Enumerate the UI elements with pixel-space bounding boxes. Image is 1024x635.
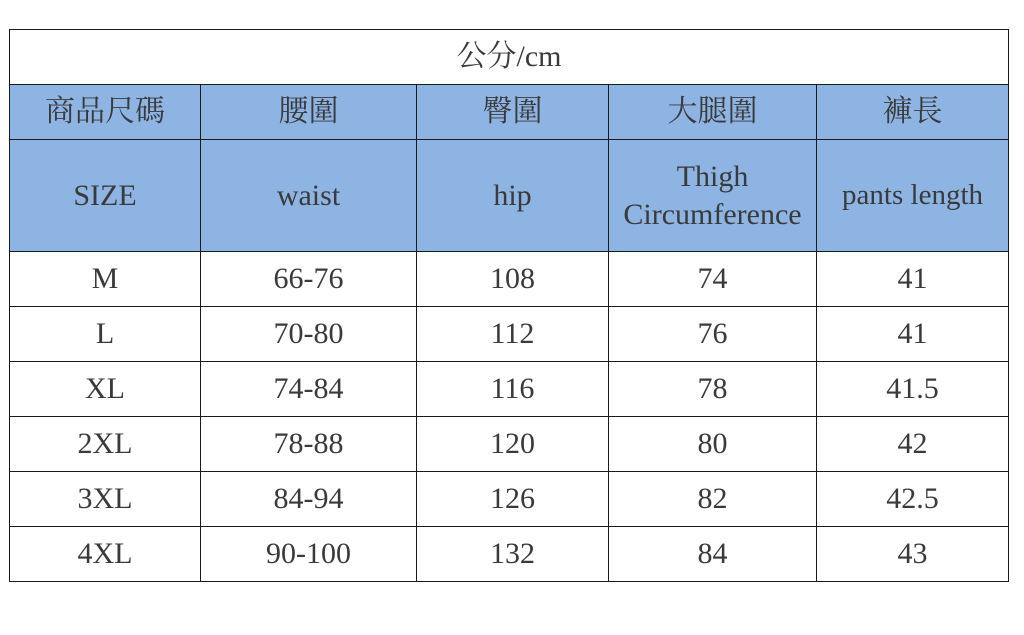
header-row-chinese bbox=[10, 85, 1009, 140]
cell-waist: 66-76 bbox=[201, 252, 417, 307]
cell-waist: 70-80 bbox=[201, 307, 417, 362]
cell-hip: 112 bbox=[417, 307, 609, 362]
header-size-cn: 商品尺碼 bbox=[10, 85, 201, 140]
header-hip-cn: 臀圍 bbox=[417, 85, 609, 140]
header-waist-cn: 腰圍 bbox=[201, 85, 417, 140]
table-row bbox=[10, 417, 1009, 472]
cell-size: 4XL bbox=[10, 527, 201, 582]
cell-length: 43 bbox=[817, 527, 1009, 582]
cell-waist: 74-84 bbox=[201, 362, 417, 417]
cell-hip: 120 bbox=[417, 417, 609, 472]
cell-waist: 90-100 bbox=[201, 527, 417, 582]
cell-size: L bbox=[10, 307, 201, 362]
cell-size: XL bbox=[10, 362, 201, 417]
cell-thigh: 78 bbox=[609, 362, 817, 417]
cell-length: 42.5 bbox=[817, 472, 1009, 527]
cell-length: 41 bbox=[817, 252, 1009, 307]
cell-size: 3XL bbox=[10, 472, 201, 527]
cell-hip: 116 bbox=[417, 362, 609, 417]
cell-size: M bbox=[10, 252, 201, 307]
cell-hip: 126 bbox=[417, 472, 609, 527]
header-length-en: pants length bbox=[817, 140, 1009, 252]
cell-thigh: 80 bbox=[609, 417, 817, 472]
cell-thigh: 76 bbox=[609, 307, 817, 362]
table-row bbox=[10, 307, 1009, 362]
unit-row bbox=[10, 30, 1009, 85]
header-size-en: SIZE bbox=[10, 140, 201, 252]
cell-length: 41 bbox=[817, 307, 1009, 362]
cell-hip: 132 bbox=[417, 527, 609, 582]
table-row bbox=[10, 527, 1009, 582]
unit-title: 公分/cm bbox=[10, 30, 1009, 85]
header-hip-en: hip bbox=[417, 140, 609, 252]
cell-waist: 78-88 bbox=[201, 417, 417, 472]
cell-size: 2XL bbox=[10, 417, 201, 472]
header-waist-en: waist bbox=[201, 140, 417, 252]
cell-thigh: 82 bbox=[609, 472, 817, 527]
header-thigh-en bbox=[609, 140, 817, 252]
cell-thigh: 84 bbox=[609, 527, 817, 582]
cell-hip: 108 bbox=[417, 252, 609, 307]
header-thigh-cn: 大腿圍 bbox=[609, 85, 817, 140]
header-thigh-en-line1: Thigh bbox=[676, 160, 749, 193]
header-length-cn: 褲長 bbox=[817, 85, 1009, 140]
cell-length: 41.5 bbox=[817, 362, 1009, 417]
cell-thigh: 74 bbox=[609, 252, 817, 307]
table-row bbox=[10, 472, 1009, 527]
header-row-english bbox=[10, 140, 1009, 252]
header-thigh-en-line2: Circumference bbox=[623, 197, 802, 231]
table-row bbox=[10, 252, 1009, 307]
cell-length: 42 bbox=[817, 417, 1009, 472]
cell-waist: 84-94 bbox=[201, 472, 417, 527]
table-row bbox=[10, 362, 1009, 417]
size-chart-table bbox=[9, 29, 1009, 582]
